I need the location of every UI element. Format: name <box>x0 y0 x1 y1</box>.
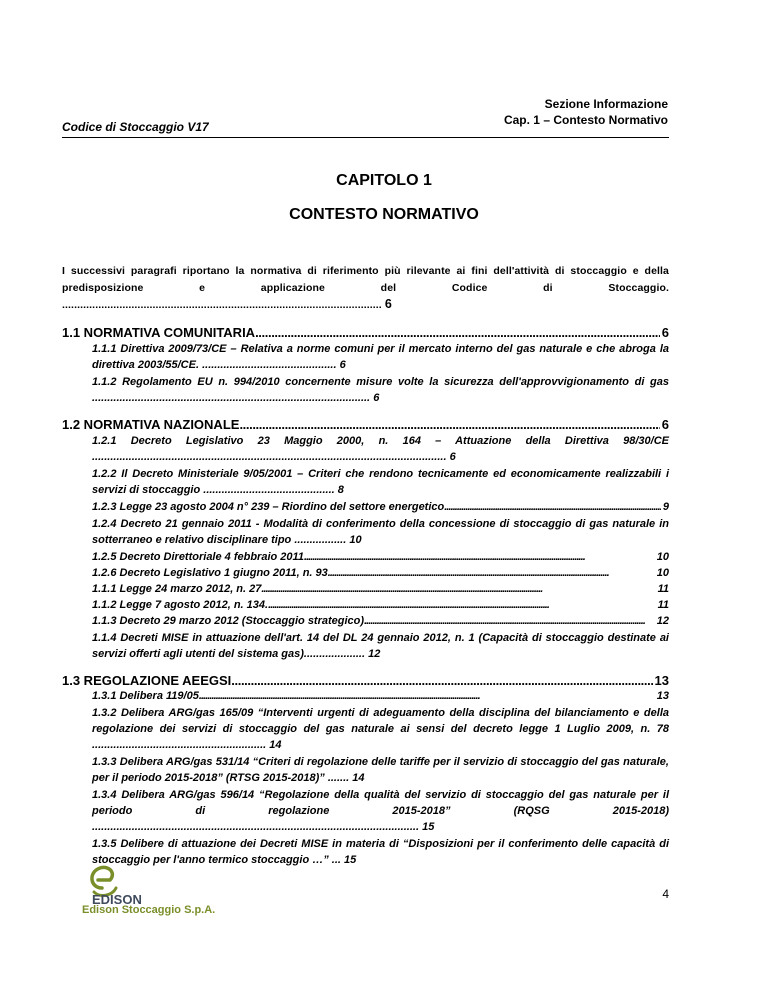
edison-logo-word: EDISON <box>92 892 142 906</box>
chapter-title: CONTESTO NORMATIVO <box>289 206 479 223</box>
toc-item[interactable] <box>92 549 669 565</box>
toc-leader <box>261 581 655 597</box>
toc-subsection-list <box>92 688 669 868</box>
toc-item[interactable] <box>92 341 669 373</box>
toc-page: 9 <box>662 500 669 513</box>
toc-leader: ................. <box>294 533 347 546</box>
toc-page: 12 <box>656 614 669 627</box>
toc-item-text: 1.2.1 Decreto Legislativo 23 Maggio 2000, n. 164 – Attuazione della Direttiva 98/30/CE <box>92 434 669 447</box>
toc-page: 8 <box>337 483 344 496</box>
toc-item-text: 1.1.4 Decreti MISE in attuazione dell'art. 14 del DL 24 gennaio 2012, n. 1 (Capacità di stoccaggio destinate ai servizi offerti agli utenti del sistema gas) <box>92 631 669 660</box>
toc-item[interactable] <box>92 787 669 835</box>
toc-intro-page: 6 <box>384 297 392 311</box>
toc-item-text: 1.3.2 Delibera ARG/gas 165/09 “Interventi urgenti di adeguamento della disciplina del bilanciamento e della regolazione dei servizi di stoccaggio del gas naturale ai sensi del decreto legge 1 Luglio 2009, n. 78 <box>92 706 669 735</box>
toc-page: 10 <box>656 550 669 563</box>
header-chapter-label: Cap. 1 – Contesto Normativo <box>503 113 668 127</box>
page-number: 4 <box>662 887 669 901</box>
toc-item-text: 1.2.4 Decreto 21 gennaio 2011 - Modalità di conferimento della concessione di stoccaggio di gas naturale in sotterraneo e relativo disciplinare tipo <box>92 517 669 546</box>
toc-section-1-3[interactable] <box>62 666 669 688</box>
header-rule <box>62 137 669 138</box>
toc-section-1-2[interactable] <box>62 410 669 432</box>
toc-leader <box>304 549 655 565</box>
toc-section-title-rest: EGOLAZIONE AEEGSI <box>93 672 232 688</box>
toc-item-text: 1.1.3 Decreto 29 marzo 2012 (Stoccaggio strategico) <box>92 614 365 627</box>
toc-leader: ... <box>331 853 341 866</box>
toc-intro-text: I successivi paragrafi riportano la normativa di riferimento più rilevante ai fini dell'attività di stoccaggio e della predisposizione e applicazione del Codice di Stoccaggio. <box>62 265 669 294</box>
toc-page: 11 <box>657 598 669 611</box>
toc-page: 6 <box>373 391 380 404</box>
toc-subsection-list <box>92 433 669 662</box>
toc-leader <box>231 673 652 688</box>
toc-item[interactable] <box>92 630 669 662</box>
toc-item[interactable] <box>92 836 669 868</box>
toc-item-text: 1.1.2 Regolamento EU n. 994/2010 concernente misure volte la sicurezza dell'approvvigionamento di gas <box>92 375 669 388</box>
toc-item[interactable] <box>92 466 669 498</box>
toc-page: 13 <box>656 689 669 702</box>
toc-page: 6 <box>339 358 346 371</box>
toc-item-text: 1.2.6 Decreto Legislativo 1 giugno 2011, n. 93 <box>92 566 328 579</box>
toc-item[interactable] <box>92 433 669 465</box>
toc-item-text: 1.2.2 Il Decreto Ministeriale 9/05/2001 – Criteri che rendono tecnicamente ed economicamente realizzabili i servizi di stoccaggio <box>92 467 669 496</box>
toc-intro[interactable] <box>62 263 669 314</box>
toc-page: 10 <box>349 533 362 546</box>
toc-leader: .................................................................................................................... <box>92 450 447 463</box>
header-section-label: Sezione Informazione <box>544 97 668 111</box>
toc-item[interactable] <box>92 613 669 629</box>
toc-item-text: 1.2.5 Decreto Direttoriale 4 febbraio 2011 <box>92 550 304 563</box>
toc-subsection-list <box>92 341 669 406</box>
toc-page: 6 <box>661 416 669 432</box>
toc-section-title: 1.2 NORMATIVA NAZIONALE <box>62 416 240 432</box>
toc-item-text: 1.1.1 Legge 24 marzo 2012, n. 27 <box>92 582 262 595</box>
toc-item[interactable] <box>92 597 669 613</box>
toc-item-text: 1.2.3 Legge 23 agosto 2004 n° 239 – Riordino del settore energetico <box>92 500 445 513</box>
toc-page: 15 <box>422 820 435 833</box>
toc-leader <box>268 597 655 613</box>
toc-leader: ......................................................... <box>92 738 267 751</box>
toc-leader: ........................................................................................................... <box>92 820 420 833</box>
toc-section-1-1[interactable] <box>62 318 669 340</box>
toc-item[interactable] <box>92 374 669 406</box>
toc-page: 13 <box>654 672 669 688</box>
toc-leader: ....... <box>327 771 350 784</box>
toc-item-text: 1.1.2 Legge 7 agosto 2012, n. 134. <box>92 598 269 611</box>
toc-item-text: 1.3.3 Delibera ARG/gas 531/14 “Criteri di regolazione delle tariffe per il servizio di stoccaggio del gas naturale, per il periodo 2015-2018” (RTSG 2015-2018)” <box>92 755 669 784</box>
toc-leader: ........................................... <box>203 483 335 496</box>
edison-logo-mark <box>80 858 160 906</box>
toc-item[interactable] <box>92 516 669 548</box>
toc-leader <box>255 325 660 340</box>
header-document-title: Codice di Stoccaggio V17 <box>62 120 209 134</box>
toc-item-text: 1.3.4 Delibera ARG/gas 596/14 “Regolazione della qualità del servizio di stoccaggio del gas naturale per il periodo di regolazione 2015-2018” (RQSG 2015-2018) <box>92 788 669 817</box>
toc-item-text: 1.3.1 Delibera 119/05 <box>92 689 199 702</box>
toc-leader <box>239 417 659 432</box>
toc-page: 6 <box>661 324 669 340</box>
header-section-info <box>504 96 668 128</box>
toc-section-title-prefix: 1.3 R <box>62 672 94 688</box>
toc-page: 6 <box>449 450 456 463</box>
toc-page: 15 <box>344 853 357 866</box>
toc-leader <box>444 499 661 515</box>
toc-leader <box>199 688 655 704</box>
toc-page: 14 <box>269 738 282 751</box>
toc-intro-leader: .......................................................................................................... <box>62 299 385 311</box>
chapter-number: CAPITOLO 1 <box>336 172 432 189</box>
toc-leader: .................... <box>303 647 366 660</box>
toc-leader: ........................................................................................... <box>92 391 371 404</box>
toc-item-text: 1.3.5 Delibere di attuazione dei Decreti MISE in materia di “Disposizioni per il conferimento delle capacità di stoccaggio per l'anno termico stoccaggio …” <box>92 837 669 866</box>
table-of-contents <box>62 263 669 869</box>
toc-leader <box>364 613 655 629</box>
toc-section-title <box>62 673 231 688</box>
toc-item[interactable] <box>92 688 669 704</box>
toc-page: 11 <box>657 582 669 595</box>
toc-page: 12 <box>368 647 381 660</box>
toc-leader <box>328 565 655 581</box>
toc-leader: ............................................ <box>202 358 337 371</box>
toc-item[interactable] <box>92 565 669 581</box>
toc-item[interactable] <box>92 499 669 515</box>
toc-item[interactable] <box>92 705 669 753</box>
company-name: Edison Stoccaggio S.p.A. <box>82 904 216 916</box>
toc-section-title: 1.1 NORMATIVA COMUNITARIA <box>62 324 256 340</box>
toc-page: 14 <box>352 771 365 784</box>
toc-item-text: 1.1.1 Direttiva 2009/73/CE – Relativa a norme comuni per il mercato interno del gas naturale e che abroga la direttiva 2003/55/CE. <box>92 342 669 371</box>
toc-item[interactable] <box>92 754 669 786</box>
toc-item[interactable] <box>92 581 669 597</box>
toc-page: 10 <box>656 566 669 579</box>
